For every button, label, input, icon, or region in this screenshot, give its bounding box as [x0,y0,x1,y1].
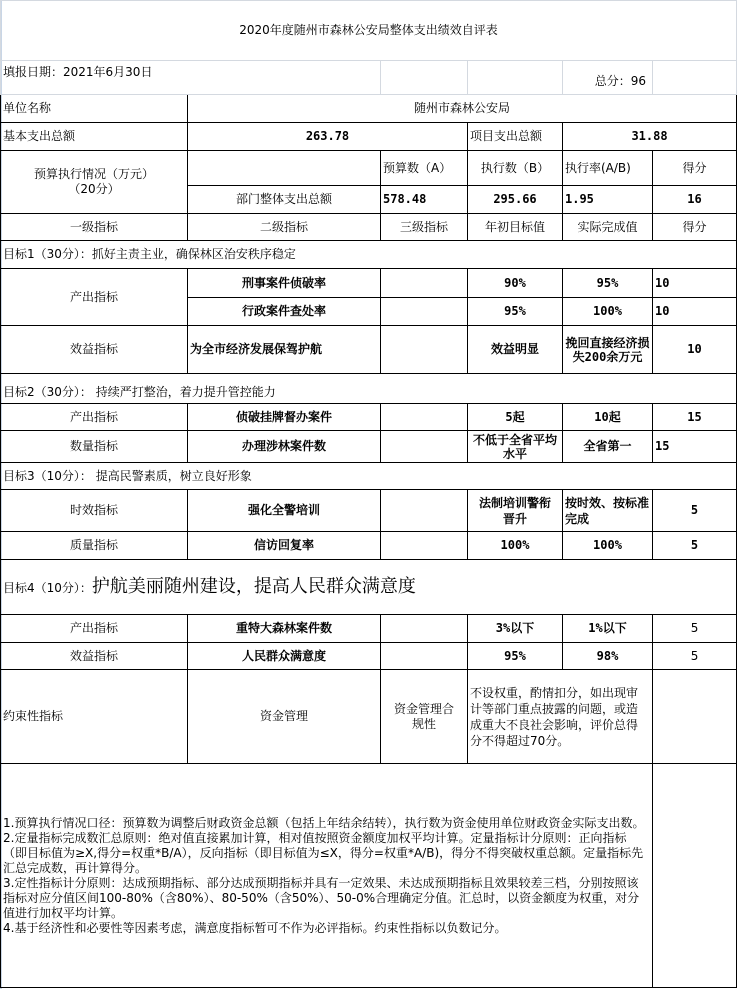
actual-cell: 98% [563,643,653,670]
empty-cell [468,61,563,95]
level1-cell: 时效指标 [1,490,188,532]
basic-expenditure-value: 263.78 [188,123,468,151]
level3-cell [381,404,468,431]
header-level3: 三级指标 [381,214,468,241]
level3-cell [381,532,468,560]
constraint-level3: 资金管理合规性 [381,670,468,764]
level3-cell [381,643,468,670]
note-2: 2.定量指标完成数汇总原则：绝对值直接累加计算，相对值按照资金额度加权平均计算。定量指标计分原则：正向指标（即目标值为≥X,得分=权重*B/A），反向指标（即目标值为≤X，得分=权重*A/B)，得分不得突破权重总额。定量指标先汇总完成数，再计算得分。 [3,830,644,875]
level2-cell: 行政案件查处率 [188,298,381,326]
target-cell: 3%以下 [468,615,563,643]
level2-cell: 办理涉林案件数 [188,431,381,463]
target-cell: 90% [468,269,563,298]
score-cell: 5 [653,532,737,560]
budget-execution-label [1,151,188,214]
table-row [1,532,737,560]
empty-cell [188,151,381,186]
level1-cell: 质量指标 [1,532,188,560]
level1-cell: 数量指标 [1,431,188,463]
header-level2: 二级指标 [188,214,381,241]
page-title: 2020年度随州市森林公安局整体支出绩效自评表 [1,1,737,61]
header-actual: 实际完成值 [563,214,653,241]
target-cell: 法制培训警衔晋升 [468,490,563,532]
table-row [1,269,737,298]
constraint-score [653,670,737,764]
table-row [1,431,737,463]
score-cell: 10 [653,269,737,298]
level1-cell: 效益指标 [1,326,188,374]
actual-cell: 全省第一 [563,431,653,463]
goal-3-title: 目标3（10分）： 提高民警素质，树立良好形象 [1,463,737,490]
fill-date: 填报日期：2021年6月30日 [1,61,381,95]
notes-cell [1,764,653,988]
score-cell: 15 [653,431,737,463]
budget-execution-title: 预算执行情况（万元） [33,167,154,181]
actual-cell: 95% [563,269,653,298]
level3-cell [381,269,468,298]
table-row [1,490,737,532]
score-cell: 15 [653,404,737,431]
col-score: 得分 [653,151,737,186]
table-row [1,326,737,374]
goal-4-main: 护航美丽随州建设，提高人民群众满意度 [91,575,416,597]
constraint-description: 不设权重，酌情扣分，如出现审计等部门重点披露的问题，或造成重大不良社会影响，评价总得分不得超过70分。 [468,670,653,764]
constraint-level1: 约束性指标 [1,670,188,764]
total-score: 总分：96 [563,61,653,95]
score-cell: 5 [653,615,737,643]
constraint-row [1,670,737,764]
unit-label: 单位名称 [1,95,188,123]
budget-value: 578.48 [381,186,468,214]
actual-cell: 100% [563,532,653,560]
actual-cell: 1%以下 [563,615,653,643]
constraint-level2: 资金管理 [188,670,381,764]
note-4: 4.基于经济性和必要性等因素考虑，满意度指标暂可不作为必评指标。约束性指标以负数记分。 [3,920,507,935]
level3-cell [381,490,468,532]
target-cell: 95% [468,643,563,670]
actual-cell: 挽回直接经济损失200余万元 [563,326,653,374]
actual-cell: 按时效、按标准完成 [563,490,653,532]
col-exec-b: 执行数（B） [468,151,563,186]
level3-cell [381,298,468,326]
level2-cell: 刑事案件侦破率 [188,269,381,298]
target-cell: 5起 [468,404,563,431]
goal-2-title: 目标2（30分）： 持续严打整治，着力提升管控能力 [1,374,737,404]
level2-cell: 侦破挂牌督办案件 [188,404,381,431]
level2-cell: 信访回复率 [188,532,381,560]
dept-total-label: 部门整体支出总额 [188,186,381,214]
unit-value: 随州市森林公安局 [188,95,737,123]
table-row [1,615,737,643]
empty-cell [381,61,468,95]
score-cell: 5 [653,490,737,532]
target-cell: 100% [468,532,563,560]
level1-cell: 产出指标 [1,615,188,643]
empty-cell [653,61,737,95]
goal-1-title: 目标1（30分）：抓好主责主业，确保林区治安秩序稳定 [1,241,737,269]
header-target: 年初目标值 [468,214,563,241]
header-score: 得分 [653,214,737,241]
exec-rate-value: 1.95 [563,186,653,214]
actual-cell: 100% [563,298,653,326]
level2-cell: 为全市经济发展保驾护航 [188,326,381,374]
target-cell: 95% [468,298,563,326]
col-exec-rate: 执行率(A/B) [563,151,653,186]
target-cell: 效益明显 [468,326,563,374]
level3-cell [381,326,468,374]
level3-cell [381,615,468,643]
level1-cell: 效益指标 [1,643,188,670]
level2-cell: 强化全警培训 [188,490,381,532]
budget-score-value: 16 [653,186,737,214]
basic-expenditure-label: 基本支出总额 [1,123,188,151]
table-row [1,404,737,431]
level2-cell: 重特大森林案件数 [188,615,381,643]
score-cell: 10 [653,298,737,326]
score-cell: 5 [653,643,737,670]
exec-value: 295.66 [468,186,563,214]
note-3: 3.定性指标计分原则：达成预期指标、部分达成预期指标并具有一定效果、未达成预期指标且效果较差三档，分别按照该指标对应分值区间100-80%（含80%）、80-50%（含50%）、50-0%合理确定分值。汇总时，以资金额度为权重，对分值进行加权平均计算。 [3,875,640,920]
level1-cell: 产出指标 [1,269,188,326]
level2-cell: 人民群众满意度 [188,643,381,670]
actual-cell: 10起 [563,404,653,431]
level1-cell: 产出指标 [1,404,188,431]
level3-cell [381,431,468,463]
empty-cell [653,764,737,988]
target-cell: 不低于全省平均水平 [468,431,563,463]
goal-4-prefix: 目标4（10分）： [3,580,92,595]
goal-4-title [1,560,737,615]
project-expenditure-label: 项目支出总额 [468,123,563,151]
note-1: 1.预算执行情况口径：预算数为调整后财政资金总额（包括上年结余结转），执行数为资金使用单位财政资金实际支出数。 [3,815,645,830]
col-budget-a: 预算数（A） [381,151,468,186]
table-row [1,643,737,670]
budget-execution-points: （20分） [68,182,120,196]
project-expenditure-value: 31.88 [563,123,737,151]
score-cell: 10 [653,326,737,374]
header-level1: 一级指标 [1,214,188,241]
